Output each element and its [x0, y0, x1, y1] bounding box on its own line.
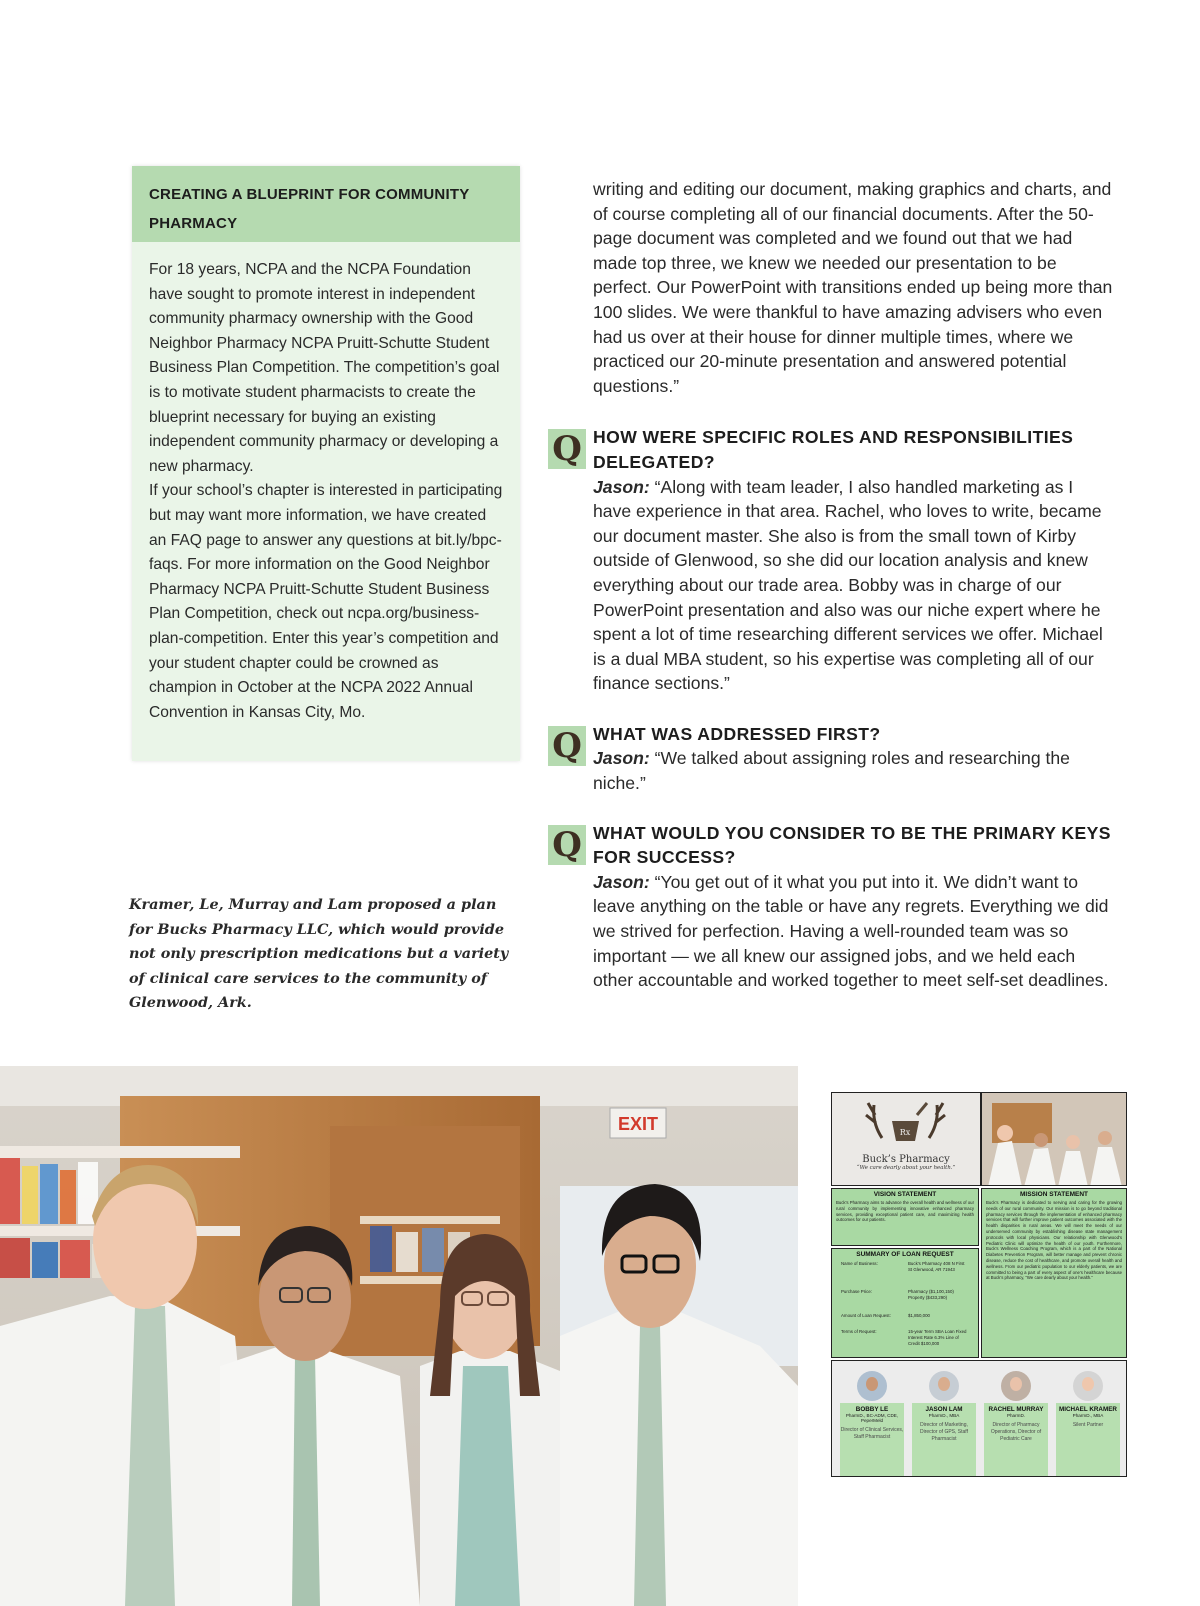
member-credentials: PharmD., BC-ADM, CDE, PeperMeld [845, 1413, 899, 1423]
avatar [929, 1371, 959, 1401]
member-credentials: PharmD., MBA [1072, 1413, 1104, 1418]
photo-caption: Kramer, Le, Murray and Lam proposed a plan for Bucks Pharmacy LLC, which would provide not only prescription medications but a variety of clinical care services to the community of Glenwood, Ark. [129, 896, 509, 1012]
qa-block [552, 425, 1113, 696]
sidebar-paragraph: If your school’s chapter is interested in participating but may want more information, we have created an FAQ page to answer any questions at bit.ly/bpc-faqs. For more information on the Good Neighbor Pharmacy NCPA Pruitt-Schutte Student Business Plan Competition, check out ncpa.org/business-plan-competition. Enter this year’s competition and your student chapter could be crowned as champion in October at the NCPA 2022 Annual Convention in Kansas City, Mo. [149, 482, 503, 721]
member-role: Silent Partner [1072, 1422, 1104, 1428]
business-plan-poster [831, 1092, 1127, 1477]
team-member [840, 1371, 904, 1476]
article-intro: writing and editing our document, making graphics and charts, and of course completing all of our financial documents. After the 50-page document was completed and we found out that we had made top three, we knew we needed our presentation to be perfect. Our PowerPoint with transitions ended up being more than 100 slides. We were thankful to have amazing advisers who even had us over at their house for dinner multiple times, where we practiced our 20-minute presentation and answered potential questions.” [593, 179, 1113, 396]
sidebar-paragraph: For 18 years, NCPA and the NCPA Foundation have sought to promote interest in independent community pharmacy ownership with the Good Neighbor Pharmacy NCPA Pruitt-Schutte Student Business Plan Competition. The competition’s goal is to motivate student pharmacists to create the blueprint necessary for buying an existing independent community pharmacy or developing a new pharmacy. [149, 261, 500, 475]
team-member [912, 1371, 976, 1476]
question-heading: WHAT WAS ADDRESSED FIRST? [593, 723, 881, 744]
loan-label: Amount of Loan Request: [841, 1313, 891, 1318]
table-row [840, 1288, 970, 1312]
loan-table [840, 1260, 970, 1347]
member-name: BOBBY LE [855, 1406, 889, 1413]
avatar [1073, 1371, 1103, 1401]
member-credentials: PharmD. [1006, 1413, 1026, 1418]
poster-logo-cell [831, 1092, 981, 1186]
sidebar-body [132, 242, 520, 725]
table-row [840, 1328, 970, 1347]
answer-body: “Along with team leader, I also handled marketing as I have experience in that area. Rachel, who loves to write, became our document master. She also is from the small town of Kirby outside of Glenwood, so she did our location analysis and knew everything about our trade area. Bobby was in charge of our PowerPoint presentation and also was our niche expert where he spent a lot of time researching different services we offer. Michael is a dual MBA student, so his expertise was completing all of our finance sections.” [593, 476, 1103, 694]
speaker-label: Jason: [593, 476, 650, 497]
table-row [840, 1312, 970, 1328]
question-heading: WHAT WOULD YOU CONSIDER TO BE THE PRIMARY KEYS FOR SUCCESS? [593, 822, 1111, 868]
vision-statement-cell [831, 1188, 979, 1246]
loan-value: Pharmacy ($1,100,150) Property ($433,290) [908, 1289, 954, 1300]
article-column [552, 177, 1113, 993]
poster-team-photo [981, 1092, 1127, 1186]
answer-text [593, 475, 1113, 696]
q-badge-icon: Q [548, 429, 586, 469]
rx-symbol: Rx [899, 1128, 911, 1137]
loan-value: 15-year Term SBA Loan Fixed Interest Rate 6.3% Line of Credit $100,000 [908, 1329, 967, 1346]
avatar [1001, 1371, 1031, 1401]
loan-label: Terms of Request: [841, 1329, 877, 1334]
loan-value: $1,850,000 [908, 1313, 930, 1318]
member-credentials: PharmD., MBA [928, 1413, 960, 1418]
team-member [1056, 1371, 1120, 1476]
loan-label: Name of Business: [841, 1261, 878, 1266]
vision-text: Buck’s Pharmacy aims to advance the overall health and wellness of our rural community by implementing innovative enhanced pharmacy services, providing exceptional patient care, and maximizing health outcomes for our patients. [836, 1200, 974, 1223]
member-role: Director of Clinical Services, Staff Pharmacist [840, 1427, 904, 1440]
member-role: Director of Pharmacy Operations, Director of Pediatric Care [990, 1422, 1042, 1442]
speaker-label: Jason: [593, 748, 650, 769]
answer-text [593, 870, 1113, 993]
loan-title: SUMMARY OF LOAN REQUEST [856, 1251, 954, 1258]
member-name: MICHAEL KRAMER [1059, 1406, 1117, 1413]
mission-title: MISSION STATEMENT [1019, 1191, 1088, 1198]
sidebar-box [132, 166, 520, 761]
loan-value: Buck’s Pharmacy 408 N First St Glenwood, AR 71943 [908, 1261, 965, 1272]
answer-body: “You get out of it what you put into it. We didn’t want to leave anything on the table or have any regrets. Everything we did we strived for perfection. Having a well-rounded team was so important — we all knew our assigned jobs, and we held each other accountable and worked together to meet self-set deadlines. [593, 871, 1109, 991]
team-member [984, 1371, 1048, 1476]
team-photo [0, 1066, 798, 1606]
antler-mortar-logo-icon [832, 1093, 979, 1153]
mission-text: Buck’s Pharmacy is dedicated to serving and caring for the growing needs of our rural community. Our mission is to go beyond traditional pharmacy services through the implementation of enhanced pharmacy services that will further improve patient outcomes associated with the health disparities in rural areas. We will meet the needs of our underserved community by establishing disease state management protocols with local physicians. Our relationship with Glenwood’s Pediatric Clinic will optimize the health of our youth. Furthermore, Buck’s Wellness Coaching Program, which is a part of the National Diabetes Prevention Program, will better manage and prevent chronic disease, reduce the cost of healthcare, and promote overall health and wellness. From our pediatric population to our elderly patients, we are committed to being a part of every aspect of one’s healthcare because at Buck’s pharmacy, “We care dearly about your health.” [986, 1200, 1122, 1281]
mission-statement-cell [981, 1188, 1127, 1358]
poster-tagline: “We care dearly about your health.” [856, 1165, 956, 1171]
question-heading: HOW WERE SPECIFIC ROLES AND RESPONSIBILITIES DELEGATED? [593, 427, 1074, 472]
avatar [857, 1371, 887, 1401]
sidebar-header [132, 166, 520, 242]
answer-text [593, 746, 1113, 795]
answer-body: “We talked about assigning roles and researching the niche.” [593, 748, 1070, 794]
exit-sign-text: EXIT [617, 1114, 659, 1134]
sidebar-heading: CREATING A BLUEPRINT FOR COMMUNITY PHARMACY [149, 186, 470, 232]
member-role: Director of Marketing, Director of GPS, Staff Pharmacist [920, 1422, 968, 1442]
qa-block [552, 821, 1113, 993]
loan-summary-cell [831, 1248, 979, 1358]
q-badge-icon: Q [548, 825, 586, 865]
table-row [840, 1260, 970, 1288]
poster-brand: Buck’s Pharmacy [862, 1154, 950, 1165]
loan-label: Purchase Price: [841, 1289, 872, 1294]
team-members-cell [831, 1360, 1127, 1477]
member-name: JASON LAM [925, 1406, 963, 1413]
q-badge-icon: Q [548, 726, 586, 766]
qa-block [552, 722, 1113, 796]
member-name: RACHEL MURRAY [988, 1406, 1044, 1413]
vision-title: VISION STATEMENT [873, 1191, 937, 1198]
speaker-label: Jason: [593, 871, 650, 892]
